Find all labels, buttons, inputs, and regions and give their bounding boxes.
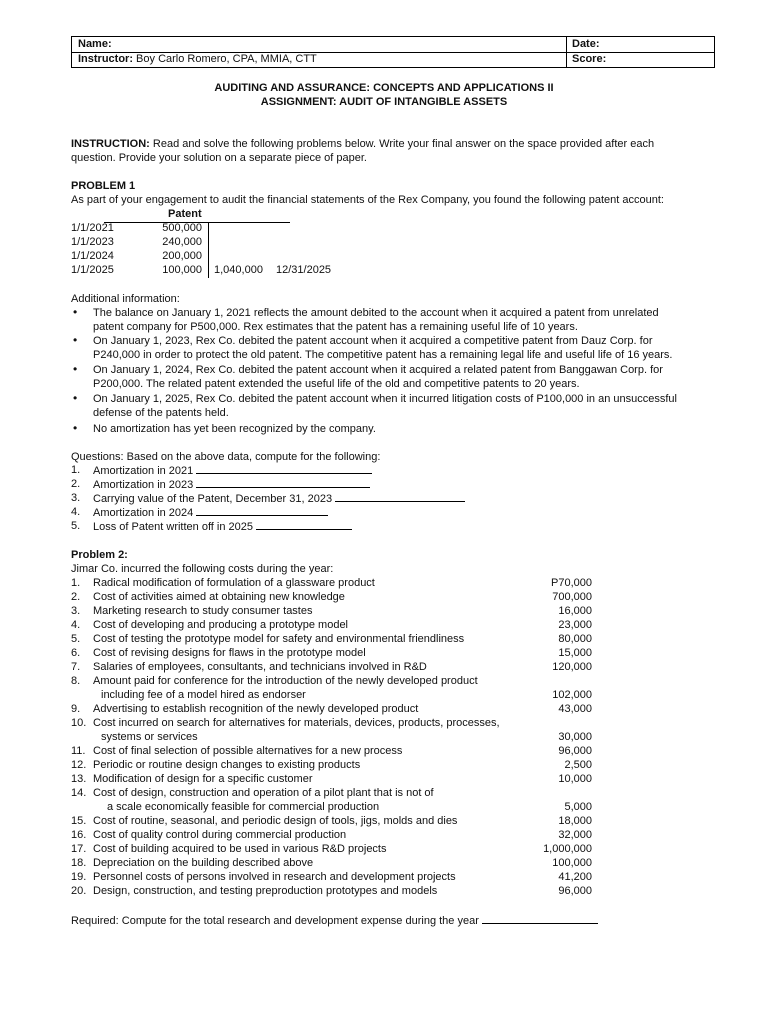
cost-item-amount: 700,000 bbox=[552, 591, 592, 603]
cost-item-amount: 96,000 bbox=[558, 745, 592, 757]
answer-blank[interactable] bbox=[256, 519, 352, 530]
debit-date: 1/1/2023 bbox=[71, 236, 114, 248]
cost-item-number: 16. bbox=[71, 829, 87, 841]
cost-item-text: Periodic or routine design changes to existing products bbox=[93, 759, 361, 771]
cost-item-text: Cost of developing and producing a prototype model bbox=[93, 619, 349, 631]
required-line bbox=[71, 913, 598, 928]
problem1-intro: As part of your engagement to audit the financial statements of the Rex Company, you found the following patent account: bbox=[71, 194, 664, 206]
question-number: 5. bbox=[71, 520, 81, 532]
header-table bbox=[71, 36, 715, 68]
cost-item-text: Design, construction, and testing preproduction prototypes and models bbox=[93, 885, 438, 897]
debit-amount: 200,000 bbox=[162, 250, 202, 262]
bullet-text: The balance on January 1, 2021 reflects the amount debited to the account when it acquired a patent from unrelated bbox=[93, 307, 659, 319]
cost-item-text: Cost of activities aimed at obtaining new knowledge bbox=[93, 591, 345, 603]
cost-item-amount: 18,000 bbox=[558, 815, 592, 827]
cost-item-amount: 30,000 bbox=[558, 731, 592, 743]
bullet-text: defense of the patents held. bbox=[93, 407, 229, 419]
cost-item-text: Amount paid for conference for the introduction of the newly developed product bbox=[93, 675, 478, 687]
cost-item-text-continued: systems or services bbox=[101, 731, 198, 743]
name-label: Name: bbox=[78, 38, 112, 50]
instruction-line-2: question. Provide your solution on a separate piece of paper. bbox=[71, 152, 367, 164]
question-text: Amortization in 2021 bbox=[93, 465, 197, 477]
date-label: Date: bbox=[572, 38, 600, 50]
bullet-icon: • bbox=[73, 305, 78, 319]
cost-item-amount: 41,200 bbox=[558, 871, 592, 883]
cost-item-amount: P70,000 bbox=[551, 577, 592, 589]
debit-date: 1/1/2025 bbox=[71, 264, 114, 276]
question-number: 4. bbox=[71, 506, 81, 518]
question-text: Amortization in 2024 bbox=[93, 507, 197, 519]
bullet-icon: • bbox=[73, 391, 78, 405]
cost-item-number: 9. bbox=[71, 703, 81, 715]
cost-item-amount: 2,500 bbox=[564, 759, 592, 771]
answer-blank[interactable] bbox=[196, 505, 328, 516]
cost-item-amount: 43,000 bbox=[558, 703, 592, 715]
instruction-text-1: Read and solve the following problems below. Write your final answer on the space provided after each bbox=[149, 138, 655, 150]
cost-item-amount: 80,000 bbox=[558, 633, 592, 645]
cost-item-amount: 10,000 bbox=[558, 773, 592, 785]
additional-info-label: Additional information: bbox=[71, 293, 180, 305]
answer-blank[interactable] bbox=[196, 463, 372, 474]
cost-item-number: 20. bbox=[71, 885, 87, 897]
instruction-line-1 bbox=[71, 137, 654, 151]
cost-item-amount: 120,000 bbox=[552, 661, 592, 673]
question-item bbox=[93, 505, 328, 520]
cost-item-text-continued: a scale economically feasible for commercial production bbox=[107, 801, 380, 813]
cost-item-text: Cost of design, construction and operation of a pilot plant that is not of bbox=[93, 787, 434, 799]
cost-item-number: 15. bbox=[71, 815, 87, 827]
t-account-title: Patent bbox=[168, 208, 202, 220]
questions-label: Questions: Based on the above data, compute for the following: bbox=[71, 451, 381, 463]
t-account-center-line bbox=[208, 222, 209, 278]
cost-item-text: Advertising to establish recognition of the newly developed product bbox=[93, 703, 419, 715]
bullet-text: On January 1, 2024, Rex Co. debited the patent account when it acquired a related patent from Banggawan Corp. for bbox=[93, 364, 663, 376]
cost-item-number: 13. bbox=[71, 773, 87, 785]
cost-item-number: 19. bbox=[71, 871, 87, 883]
cost-item-text: Cost incurred on search for alternatives for materials, devices, products, processes, bbox=[93, 717, 500, 729]
cost-item-text: Salaries of employees, consultants, and technicians involved in R&D bbox=[93, 661, 427, 673]
cost-item-text: Cost of revising designs for flaws in the prototype model bbox=[93, 647, 366, 659]
credit-date: 12/31/2025 bbox=[276, 264, 332, 276]
bullet-text: patent company for P500,000. Rex estimates that the patent has a remaining useful life of 10 years. bbox=[93, 321, 578, 333]
credit-amount: 1,040,000 bbox=[214, 264, 263, 276]
cost-item-amount: 102,000 bbox=[552, 689, 592, 701]
cost-item-text: Personnel costs of persons involved in research and development projects bbox=[93, 871, 456, 883]
problem2-intro: Jimar Co. incurred the following costs during the year: bbox=[71, 563, 334, 575]
cost-item-amount: 16,000 bbox=[558, 605, 592, 617]
cost-item-amount: 15,000 bbox=[558, 647, 592, 659]
question-text: Loss of Patent written off in 2025 bbox=[93, 521, 257, 533]
debit-date: 1/1/2024 bbox=[71, 250, 114, 262]
cost-item-text: Cost of routine, seasonal, and periodic design of tools, jigs, molds and dies bbox=[93, 815, 458, 827]
cost-item-number: 17. bbox=[71, 843, 87, 855]
header-row-1 bbox=[72, 37, 714, 53]
cost-item-text: Cost of quality control during commercial production bbox=[93, 829, 347, 841]
cost-item-text: Cost of building acquired to be used in various R&D projects bbox=[93, 843, 387, 855]
debit-amount: 500,000 bbox=[162, 222, 202, 234]
cost-item-text: Depreciation on the building described above bbox=[93, 857, 314, 869]
cost-item-text: Modification of design for a specific customer bbox=[93, 773, 313, 785]
cost-item-amount: 96,000 bbox=[558, 885, 592, 897]
cost-item-number: 12. bbox=[71, 759, 87, 771]
bullet-text: On January 1, 2025, Rex Co. debited the patent account when it incurred litigation costs of P100,000 in an unsuccessful bbox=[93, 393, 677, 405]
cost-item-number: 14. bbox=[71, 787, 87, 799]
question-number: 1. bbox=[71, 464, 81, 476]
answer-blank[interactable] bbox=[196, 477, 370, 488]
question-text: Carrying value of the Patent, December 31, 2023 bbox=[93, 493, 336, 505]
bullet-icon: • bbox=[73, 421, 78, 435]
cost-item-number: 6. bbox=[71, 647, 81, 659]
header-divider bbox=[566, 37, 567, 67]
cost-item-number: 11. bbox=[71, 745, 86, 757]
instructor-name: Boy Carlo Romero, CPA, MMIA, CTT bbox=[133, 53, 317, 65]
cost-item-amount: 1,000,000 bbox=[543, 843, 592, 855]
cost-item-number: 1. bbox=[71, 577, 81, 589]
title-line-1: AUDITING AND ASSURANCE: CONCEPTS AND APPLICATIONS II bbox=[214, 82, 554, 94]
cost-item-text: Marketing research to study consumer tastes bbox=[93, 605, 313, 617]
answer-blank[interactable] bbox=[335, 491, 465, 502]
bullet-text: P200,000. The related patent extended the useful life of the old and competitive patents to 20 years. bbox=[93, 378, 580, 390]
cost-item-number: 4. bbox=[71, 619, 81, 631]
cost-item-number: 18. bbox=[71, 857, 87, 869]
question-number: 2. bbox=[71, 478, 81, 490]
cost-item-text: Cost of final selection of possible alternatives for a new process bbox=[93, 745, 403, 757]
cost-item-number: 7. bbox=[71, 661, 81, 673]
bullet-text: No amortization has yet been recognized by the company. bbox=[93, 423, 376, 435]
cost-item-number: 3. bbox=[71, 605, 81, 617]
cost-item-amount: 100,000 bbox=[552, 857, 592, 869]
question-item bbox=[93, 463, 372, 478]
debit-amount: 240,000 bbox=[162, 236, 202, 248]
cost-item-number: 8. bbox=[71, 675, 81, 687]
cost-item-amount: 23,000 bbox=[558, 619, 592, 631]
problem1-heading: PROBLEM 1 bbox=[71, 180, 136, 192]
cost-item-number: 10. bbox=[71, 717, 87, 729]
question-text: Amortization in 2023 bbox=[93, 479, 197, 491]
question-item bbox=[93, 491, 465, 506]
title-line-2: ASSIGNMENT: AUDIT OF INTANGIBLE ASSETS bbox=[260, 96, 508, 108]
question-item bbox=[93, 477, 370, 492]
cost-item-text-continued: including fee of a model hired as endorser bbox=[101, 689, 306, 701]
question-number: 3. bbox=[71, 492, 81, 504]
required-text: Required: Compute for the total research and development expense during the year bbox=[71, 915, 482, 927]
cost-item-text: Cost of testing the prototype model for safety and environmental friendliness bbox=[93, 633, 465, 645]
bullet-text: P240,000 in order to protect the old patent. The competitive patent has a remaining legal life and useful life of 16 years. bbox=[93, 349, 673, 361]
cost-item-amount: 32,000 bbox=[558, 829, 592, 841]
cost-item-number: 2. bbox=[71, 591, 81, 603]
debit-date: 1/1/2021 bbox=[71, 222, 114, 234]
problem2-heading: Problem 2: bbox=[71, 549, 128, 561]
debit-amount: 100,000 bbox=[162, 264, 202, 276]
instruction-label: INSTRUCTION: bbox=[71, 138, 150, 150]
question-item bbox=[93, 519, 352, 534]
cost-item-amount: 5,000 bbox=[564, 801, 592, 813]
score-label: Score: bbox=[572, 53, 607, 65]
instructor-label: Instructor: bbox=[78, 53, 133, 65]
cost-item-number: 5. bbox=[71, 633, 81, 645]
cost-item-text: Radical modification of formulation of a glassware product bbox=[93, 577, 375, 589]
bullet-text: On January 1, 2023, Rex Co. debited the patent account when it acquired a competitive patent from Dauz Corp. for bbox=[93, 335, 653, 347]
header-row-2 bbox=[72, 52, 714, 67]
bullet-icon: • bbox=[73, 333, 78, 347]
answer-blank[interactable] bbox=[482, 913, 598, 924]
bullet-icon: • bbox=[73, 362, 78, 376]
